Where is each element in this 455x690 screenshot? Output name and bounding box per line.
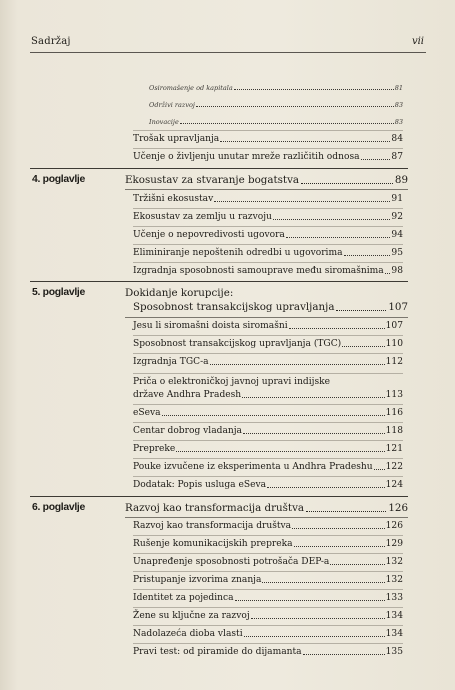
chapter-title: Razvoj kao transformacija društva [125,502,305,514]
toc-entry-label: Eliminiranje nepoštenih odredbi u ugovorima [133,248,343,258]
toc-entry-label: Prepreke [133,444,176,454]
toc-subentry-label: Održivi razvoj [149,101,195,109]
toc-entry-page: 116 [385,408,403,418]
toc-entry-page: 95 [391,248,403,258]
row-divider [133,208,403,209]
toc-entry [133,266,403,276]
toc-entry-page: 126 [385,521,403,531]
toc-entry-label: države Andhra Pradesh [133,390,242,400]
dot-leader [220,135,390,142]
toc-entry [133,321,403,331]
toc-entry-page: 91 [391,194,403,204]
header-section-title: Sadržaj [31,36,71,47]
toc-entry [133,521,403,531]
toc-entry-label: Pouke izvučene iz eksperimenta u Andhra Pradeshu [133,462,373,472]
toc-entry [133,480,403,490]
row-divider [133,422,403,423]
row-divider [133,226,403,227]
toc-entry-line1: Priča o elektroničkoj javnoj upravi indijske [133,377,331,387]
chapter-page: 126 [388,502,408,514]
toc-entry-label: eSeva [133,408,161,418]
row-divider [133,553,403,554]
row-divider [133,335,403,336]
toc-entry-page: 98 [391,266,403,276]
toc-entry-label: Učenje o življenju unutar mreže različitih odnosa [133,152,360,162]
dot-leader [374,463,385,470]
dot-leader [210,358,385,365]
toc-entry [133,248,403,258]
dot-leader [242,391,384,398]
dot-leader [180,119,394,124]
toc-subentry-label: Inovacije [149,118,179,126]
toc-entry-page: 113 [385,390,403,400]
toc-entry [133,212,403,222]
row-divider [133,404,403,405]
toc-entry-page: 110 [385,339,403,349]
toc-entry [133,557,403,567]
toc-entry [133,647,403,657]
toc-entry-page: 132 [385,575,403,585]
row-divider [133,148,403,149]
toc-entry-label: Izgradnja sposobnosti samouprave među siromašnima [133,266,384,276]
toc-entry-label: Trošak upravljanja [133,134,220,144]
toc-entry [133,194,403,204]
dot-leader [301,177,393,184]
row-divider [133,262,403,263]
chapter-label: 6. poglavlje [32,502,85,513]
header-rule [30,52,426,53]
toc-subentry-page: 83 [394,101,403,109]
toc-entry [133,339,403,349]
toc-entry-label: Rušenje komunikacijskih prepreka [133,539,293,549]
toc-subentry-page: 83 [394,118,403,126]
chapter-title-row [133,301,408,313]
dot-leader [344,249,391,256]
chapter-page: 107 [388,301,408,313]
toc-entry [133,230,403,240]
toc-entry-label: Tržišni ekosustav [133,194,214,204]
dot-leader [273,213,391,220]
row-divider [125,317,408,318]
row-divider [133,353,403,354]
toc-entry [133,575,403,585]
running-header [31,36,424,52]
toc-entry-page: 94 [391,230,403,240]
toc-entry-page: 134 [385,611,403,621]
dot-leader [294,540,385,547]
toc-entry-page: 133 [385,593,403,603]
header-page-number: vii [411,36,424,47]
toc-entry-label: Nadolazeća dioba vlasti [133,629,243,639]
toc-entry-page: 135 [385,647,403,657]
dot-leader [303,648,385,655]
toc-entry-label: Pristupanje izvorima znanja [133,575,262,585]
toc-entry [133,390,403,400]
toc-entry-label: Identitet za pojedinca [133,593,234,603]
toc-entry-label: Pravi test: od piramide do dijamanta [133,647,302,657]
chapter-separator [30,168,408,169]
dot-leader [267,481,385,488]
dot-leader [162,409,385,416]
row-divider [133,440,403,441]
toc-entry-page: 112 [385,357,403,367]
row-divider [133,476,403,477]
dot-leader [330,558,384,565]
toc-entry-page: 121 [385,444,403,454]
toc-entry-label: Ekosustav za zemlju u razvoju [133,212,272,222]
dot-leader [385,267,391,274]
dot-leader [262,576,384,583]
toc-entry [133,462,403,472]
dot-leader [336,304,386,311]
dot-leader [243,427,385,434]
chapter-title: Ekosustav za stvaranje bogatstva [125,174,300,186]
toc-entry-page: 129 [385,539,403,549]
toc-subentry [149,118,403,126]
toc-entry-page: 122 [385,462,403,472]
chapter-label: 5. poglavlje [32,287,85,298]
dot-leader [214,195,390,202]
toc-subentry [149,84,403,92]
toc-entry-label: Centar dobrog vladanja [133,426,242,436]
row-divider [133,643,403,644]
toc-entry [133,426,403,436]
toc-entry [133,629,403,639]
row-divider [133,373,403,374]
toc-entry-page: 132 [385,557,403,567]
chapter-separator [30,281,408,282]
toc-entry [133,408,403,418]
row-divider [133,589,403,590]
dot-leader [235,594,385,601]
dot-leader [196,102,394,107]
toc-subentry [149,101,403,109]
dot-leader [244,630,385,637]
toc-entry [133,357,403,367]
toc-entry [133,152,403,162]
toc-entry-page: 107 [385,321,403,331]
dot-leader [292,522,385,529]
chapter-title-row [125,502,408,514]
row-divider [125,517,408,518]
dot-leader [234,85,394,90]
dot-leader [176,445,384,452]
dot-leader [342,340,384,347]
toc-entry-label: Učenje o nepovredivosti ugovora [133,230,285,240]
dot-leader [306,505,386,512]
toc-entry-page: 124 [385,480,403,490]
toc-entry-label: Jesu li siromašni doista siromašni [133,321,288,331]
toc-entry-page: 84 [391,134,403,144]
chapter-page: 89 [394,174,408,186]
chapter-label: 4. poglavlje [32,174,85,185]
chapter-separator [30,496,408,497]
toc-entry-label: Žene su ključne za razvoj [133,611,250,621]
toc-entry [133,593,403,603]
toc-entry [133,611,403,621]
toc-entry-page: 92 [391,212,403,222]
toc-entry-page: 87 [391,152,403,162]
toc-entry-label: Sposobnost transakcijskog upravljanja (TGC) [133,339,342,349]
chapter-title-row [125,174,408,186]
row-divider [133,571,403,572]
toc-entry-label: Razvoj kao transformacija društva [133,521,292,531]
dot-leader [289,322,385,329]
toc-subentry-label: Osiromašenje od kapitala [149,84,233,92]
dot-leader [286,231,391,238]
chapter-title: Dokidanje korupcije: [125,287,234,299]
toc-entry-label: Dodatak: Popis usluga eSeva [133,480,267,490]
toc-entry-page: 134 [385,629,403,639]
toc-entry-label: Izgradnja TGC-a [133,357,209,367]
row-divider [133,244,403,245]
dot-leader [251,612,385,619]
chapter-title-line2: Sposobnost transakcijskog upravljanja [133,301,335,313]
toc-entry-page: 118 [385,426,403,436]
row-divider [133,458,403,459]
toc-entry [133,444,403,454]
dot-leader [361,153,391,160]
toc-subentry-page: 81 [394,84,403,92]
row-divider [133,607,403,608]
toc-entry [133,539,403,549]
row-divider [133,535,403,536]
row-divider [133,625,403,626]
toc-entry [133,134,403,144]
toc-entry-label: Unapređenje sposobnosti potrošača DEP-a [133,557,330,567]
row-divider [125,189,408,190]
row-divider [133,130,403,131]
